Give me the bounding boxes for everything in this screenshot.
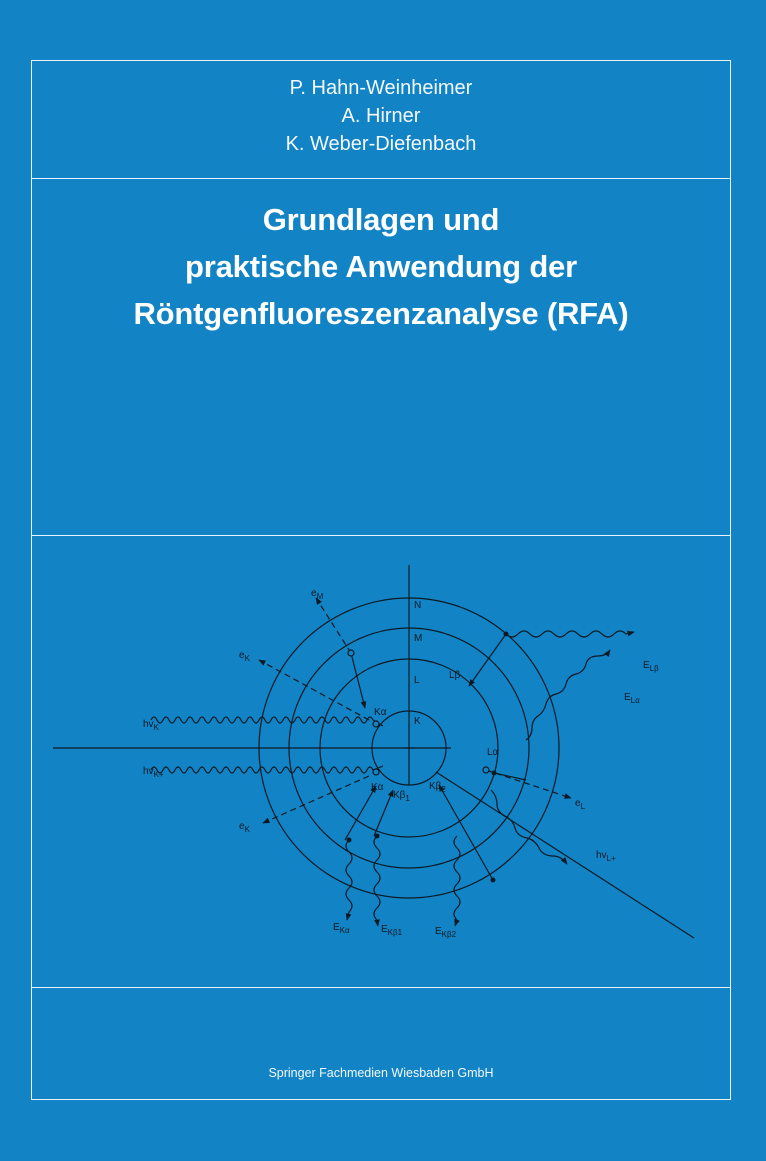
label-ekb1: $E_{K\beta 1}$ xyxy=(381,924,403,937)
ejected-electron-k-upper xyxy=(259,660,369,720)
label-ek-upper: $e_K$ xyxy=(239,650,250,663)
label-hvk-lower: $hv_{K+}$ xyxy=(143,766,164,779)
emission-ekb1 xyxy=(374,836,380,926)
label-hvl: $hv_{L+}$ xyxy=(596,850,616,863)
label-el: $e_L$ xyxy=(575,798,586,811)
author-name: A. Hirner xyxy=(341,105,421,127)
author-name: K. Weber-Diefenbach xyxy=(285,133,477,155)
transition-lb xyxy=(469,634,506,686)
label-kb2: $K\beta_2$ xyxy=(429,781,446,794)
exit-line xyxy=(436,772,694,938)
label-ekb2: $E_{K\beta 2}$ xyxy=(435,926,457,939)
title-line: Röntgenfluoreszenzanalyse (RFA) xyxy=(133,296,629,331)
label-ek-lower: $e_K$ xyxy=(239,821,250,834)
author-name: P. Hahn-Weinheimer xyxy=(289,77,473,99)
label-la: Lα xyxy=(487,747,499,758)
label-ela: $E_{L\alpha}$ xyxy=(624,692,640,705)
ejected-electron-m xyxy=(316,598,351,653)
shell-label-k: K xyxy=(414,716,421,727)
label-ka-upper: Kα xyxy=(374,707,387,718)
emission-la xyxy=(526,650,610,740)
title-line: Grundlagen und xyxy=(262,202,500,237)
emission-hvl xyxy=(491,790,567,864)
label-eka: $E_{K\alpha}$ xyxy=(333,922,350,935)
label-hvk-upper: $hv_K$ xyxy=(143,719,159,732)
shell-label-l: L xyxy=(414,675,420,686)
divider-middle xyxy=(31,535,731,536)
ejected-electron-k-lower xyxy=(263,776,369,823)
shell-label-n: N xyxy=(414,600,422,611)
transition-kb1 xyxy=(374,790,393,836)
emission-eka xyxy=(346,840,352,920)
shell-label-m: M xyxy=(414,633,423,644)
author-list xyxy=(31,74,731,158)
publisher-name: Springer Fachmedien Wiesbaden GmbH xyxy=(268,1066,494,1080)
label-elb: $E_{L\beta}$ xyxy=(643,660,659,673)
emission-ekb2 xyxy=(454,836,460,926)
divider-top xyxy=(31,178,731,179)
title-line: praktische Anwendung der xyxy=(185,249,577,284)
incident-photon-upper xyxy=(151,717,383,726)
label-ka-lower: Kα xyxy=(371,782,384,793)
book-title xyxy=(31,196,731,337)
emission-lb xyxy=(506,631,634,637)
xray-fluorescence-diagram xyxy=(31,540,731,960)
incident-photon-lower xyxy=(151,766,383,773)
transition-ka-upper xyxy=(351,653,365,708)
transition-kb2 xyxy=(439,785,493,880)
label-kb1: $K\beta_1$ xyxy=(393,790,410,803)
label-lb: Lβ xyxy=(449,670,461,681)
divider-bottom xyxy=(31,987,731,988)
transition-ka-lower xyxy=(345,786,376,840)
label-em: $e_M$ xyxy=(311,588,324,601)
transition-la xyxy=(494,773,526,780)
